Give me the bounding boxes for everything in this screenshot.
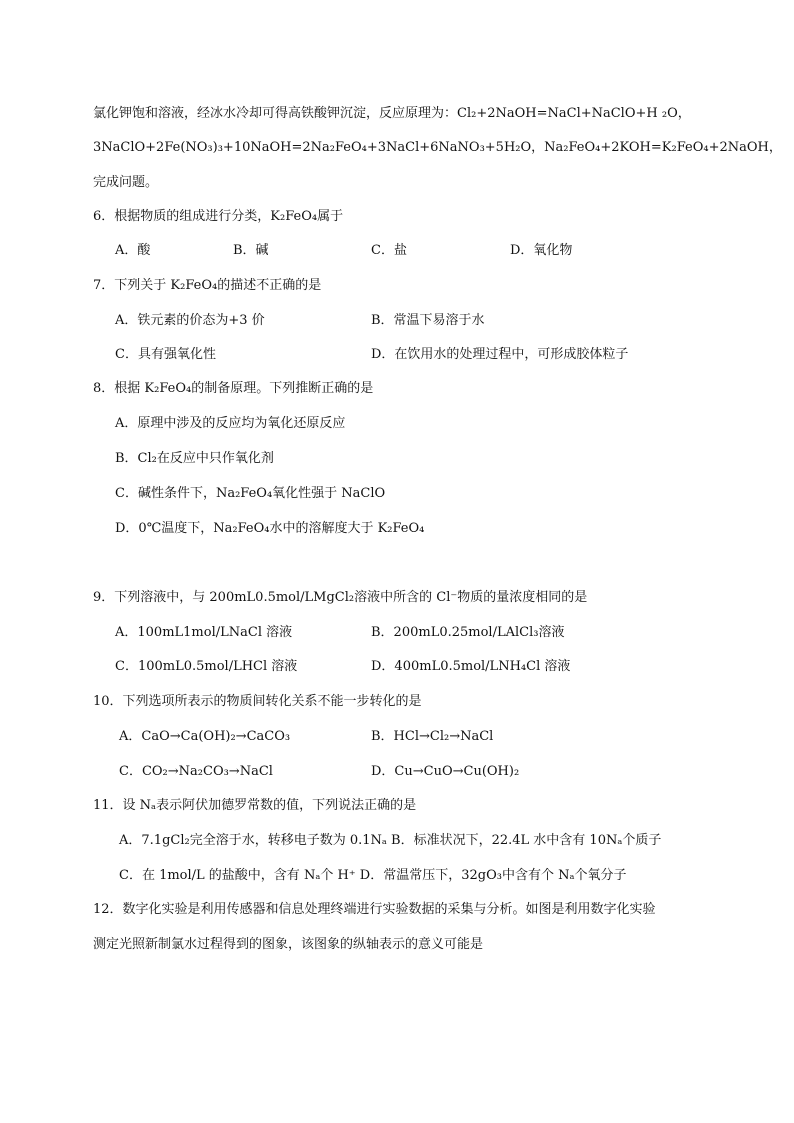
question-8-option-b: B．Cl₂在反应中只作氧化剂 [115, 451, 274, 466]
question-11-options-cd: C．在 1mol/L 的盐酸中，含有 Nₐ个 H⁺ D．常温常压下，32gO₃中含有个 Nₐ个氧分子 [119, 868, 627, 883]
question-7-option-a: A．铁元素的价态为+3 价 [115, 313, 265, 328]
question-7-stem: 7．下列关于 K₂FeO₄的描述不正确的是 [93, 278, 322, 293]
question-7-option-d: D．在饮用水的处理过程中，可形成胶体粒子 [371, 347, 629, 362]
question-9-stem: 9．下列溶液中，与 200mL0.5mol/LMgCl₂溶液中所含的 Cl⁻物质的量浓度相同的是 [93, 590, 588, 605]
question-11-options-ab: A．7.1gCl₂完全溶于水，转移电子数为 0.1Nₐ B．标准状况下，22.4L 水中含有 10Nₐ个质子 [119, 833, 662, 848]
question-12-line-1: 12．数字化实验是利用传感器和信息处理终端进行实验数据的采集与分析。如图是利用数字化实验 [93, 902, 656, 917]
intro-line-2: 3NaClO+2Fe(NO₃)₃+10NaOH=2Na₂FeO₄+3NaCl+6NaNO₃+5H₂O，Na₂FeO₄+2KOH=K₂FeO₄+2NaOH， [93, 140, 782, 155]
question-6-option-c: C．盐 [371, 243, 407, 258]
question-10-option-a: A．CaO→Ca(OH)₂→CaCO₃ [119, 729, 291, 744]
question-8-option-d: D．0℃温度下，Na₂FeO₄水中的溶解度大于 K₂FeO₄ [115, 521, 425, 536]
question-11-stem: 11．设 Nₐ表示阿伏加德罗常数的值，下列说法正确的是 [93, 798, 417, 813]
question-8-option-a: A．原理中涉及的反应均为氧化还原反应 [115, 416, 346, 431]
question-8-stem: 8．根据 K₂FeO₄的制备原理。下列推断正确的是 [93, 381, 374, 396]
question-7-option-b: B．常温下易溶于水 [371, 313, 485, 328]
question-6-option-a: A．酸 [115, 243, 151, 258]
question-7-option-c: C．具有强氧化性 [115, 347, 216, 362]
question-10-option-b: B．HCl→Cl₂→NaCl [371, 729, 494, 744]
question-6-stem: 6．根据物质的组成进行分类，K₂FeO₄属于 [93, 209, 344, 224]
question-9-option-a: A．100mL1mol/LNaCl 溶液 [115, 625, 293, 640]
question-6-option-b: B．碱 [233, 243, 269, 258]
question-12-line-2: 测定光照新制氯水过程得到的图象，该图象的纵轴表示的意义可能是 [93, 937, 484, 952]
question-10-stem: 10．下列选项所表示的物质间转化关系不能一步转化的是 [93, 694, 422, 709]
intro-line-1: 氯化钾饱和溶液，经冰水冷却可得高铁酸钾沉淀，反应原理为：Cl₂+2NaOH=NaCl+NaClO+H ₂O， [93, 106, 691, 121]
question-9-option-c: C．100mL0.5mol/LHCl 溶液 [115, 659, 298, 674]
question-8-option-c: C．碱性条件下，Na₂FeO₄氧化性强于 NaClO [115, 486, 386, 501]
question-9-option-d: D．400mL0.5mol/LNH₄Cl 溶液 [371, 659, 571, 674]
question-9-option-b: B．200mL0.25mol/LAlCl₃溶液 [371, 625, 565, 640]
question-6-option-d: D．氧化物 [510, 243, 573, 258]
question-10-option-c: C．CO₂→Na₂CO₃→NaCl [119, 764, 273, 779]
question-10-option-d: D．Cu→CuO→Cu(OH)₂ [371, 764, 520, 779]
intro-line-3: 完成问题。 [93, 175, 159, 190]
